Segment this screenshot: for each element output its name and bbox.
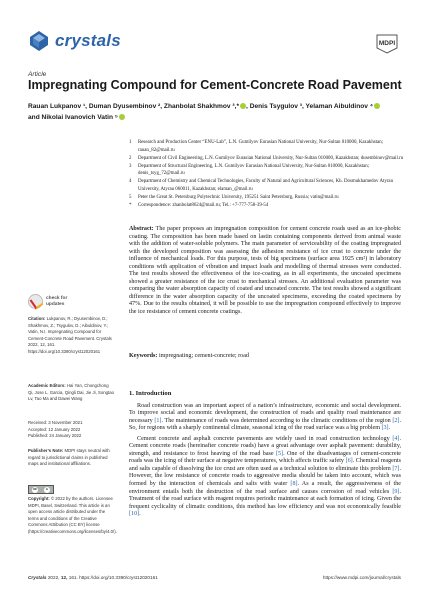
received-date: Received: 3 November 2021 [28, 420, 83, 425]
check-updates-line: check for [46, 296, 68, 302]
page-footer [28, 575, 401, 580]
accepted-date: Accepted: 12 January 2022 [28, 426, 81, 432]
affiliations [129, 139, 404, 210]
correspondence [129, 202, 404, 210]
editors-text: Hai Yan, Chongchong Qi, Jose L. Garcia, Qingli Dai, Jie Ji, Songtao Lv, Tao Ma and Dawei Wang [28, 383, 114, 402]
check-updates-label [46, 296, 67, 306]
abstract [129, 226, 401, 317]
page-title: Impregnating Compound for Cement-Concrete Road Pavement [28, 78, 402, 92]
crystals-logo-icon [28, 30, 50, 52]
check-for-updates-button[interactable] [28, 294, 67, 309]
authors-line-2: and Nikolai Ivanovich Vatin ⁵ [28, 114, 118, 122]
cc-by-license-icon[interactable] [28, 485, 54, 494]
copyright-label: Copyright: [28, 496, 50, 501]
affiliation-item [129, 155, 404, 163]
dates-block [28, 420, 114, 440]
affiliation-text: Research and Production Center “ENU-Lab”, L.N. Gumilyov Eurasian National University, Nur-Sultan 010000, Kazakhstan; rauan_82@mail.ru [138, 140, 384, 153]
abstract-label: Abstract: [129, 226, 154, 232]
citation-label: Citation: [28, 316, 46, 321]
affiliation-text: Department of Chemistry and Chemical Technologies, Faculty of Natural and Agricultural Sciences, Kh. Dosmukhamedov Atyrau University, Atyrau 060011, Kazakhstan; elaman_@mail.ru [138, 179, 394, 193]
check-updates-line: updates [46, 301, 65, 307]
publisher-note-label: Publisher’s Note: [28, 448, 64, 453]
citation-ref[interactable]: [10] [129, 511, 140, 518]
affiliation-text: Department of Civil Engineering, L.N. Gumilyov Eurasian National University, Nur-Sultan 010000, Kazakhstan; dusembinov@mail.ru [138, 155, 404, 161]
footer-year: 2022, [47, 575, 60, 580]
article-type: Article [28, 71, 47, 78]
editors-label: Academic Editors: [28, 383, 66, 388]
body-paragraph: Road construction was an important aspect of a nation’s infrastructure, economic and social development. To improve social and economic development, the construction of roads and quality road maintenance are necessary [1]. The maintenance of roads was determined according to the climatic conditions of the region [2]. So, for regions with a sharply continental climate, seasonal icing of the road surface was a big problem [3]. [129, 402, 401, 432]
affiliation-item [129, 163, 404, 179]
affiliation-text: Department of Structural Engineering, L.N. Gumilyov Eurasian National University, Nur-Sultan 010000, Kazakhstan; denis_tsyg_72@mail.ru [138, 163, 370, 177]
footer-citation [28, 575, 158, 580]
journal-name: crystals [55, 31, 121, 50]
footer-doi-link[interactable]: 161. https://doi.org/10.3390/cryst12020161 [68, 575, 158, 580]
journal-logo[interactable] [28, 30, 121, 52]
affiliation-number: * [129, 202, 132, 208]
body-paragraph: Cement concrete and asphalt concrete pavements are widely used in road construction technology [4]. Cement concrete roads (hereinafter concrete roads) have a great advantage over asphalt pavement: durability, strength, and resistance to frost heaving of the road base [5]. One of the disadvantages of cement-concrete roads was the icing of their surface at negative temperatures, which affects traffic safety [6]. Chemical reagents and salts capable of dissolving the ice crust are often used as a technical solution to eliminate this problem [7]. However, the low resistance of concrete roads to aggressive media should be taken into account, which was formed by the interaction of chemicals and salts with water [8]. As a result, the aggressiveness of the environment entails both the destruction of the road surface and causes corrosion of road vehicles [9]. Treatment of the road surface with reagent requires periodic maintenance at each formation of icing. Given the frequent cyclicality of climatic conditions, this method has low efficiency and was not economically feasible [10]. [129, 435, 402, 518]
citation-ref[interactable]: [4] [392, 435, 400, 442]
correspondence-text: Correspondence: zhanbolat8624@mail.ru; Tel.: +7-777-758-39-54 [138, 202, 269, 208]
footer-volume: 12, [60, 575, 68, 580]
affiliation-number: 3 [129, 163, 132, 169]
citation-ref[interactable]: [3] [381, 425, 389, 432]
affiliation-item [129, 139, 404, 155]
citation-ref[interactable]: [9] [392, 488, 400, 495]
publisher-note [28, 448, 114, 468]
affiliation-text: Peter the Great St. Petersburg Polytechnic University, 195251 Saint Petersburg, Russia; vatin@mail.ru [138, 194, 339, 200]
publisher-label: MDPI [378, 40, 396, 47]
citation-ref[interactable]: [7] [392, 465, 400, 472]
citation-ref[interactable]: [1] [154, 417, 162, 424]
orcid-icon[interactable] [374, 103, 380, 109]
orcid-icon[interactable] [119, 114, 125, 120]
footer-journal-url[interactable]: https://www.mdpi.com/journal/crystals [322, 575, 401, 580]
citation-ref[interactable]: [6] [345, 458, 353, 465]
keywords-label: Keywords: [129, 353, 158, 359]
section-introduction [129, 390, 401, 519]
license-block [28, 485, 117, 536]
affiliation-number: 5 [129, 194, 132, 200]
abstract-text: The paper proposes an impregnation composition for cement concrete roads used as an ice-phobic coating. The composition has been made based on lastin containing components derived from animal waste with the addition of water-soluble polymers. The main parameter of serviceability of the coating impregnated with the developed composition was assessing the adhesion resistance of ice crust to concrete under the influence of mechanical loads. For this purpose, tests of big specimens (surface area 1925 cm²) in laboratory conditions with application of vibration and impact loads and modelling of thermal stresses were conducted. The test results showed the effectiveness of the ice-coating, as in all experiments, the uncoated specimens showed a greater resistance of the ice crust to mechanical stresses. An additional evaluation parameter was comparing the water absorption capacity of coated and uncoated concrete. The test results showed a significant difference in the water absorption capacity of the uncoated specimens, exceeding the coated specimens by 47%. Due to the results obtained, it will be possible to use the impregnation compound effectively to improve the ice resistance of cement concrete coatings. [129, 226, 401, 316]
citation-ref[interactable]: [2] [392, 417, 400, 424]
section-heading: 1. Introduction [129, 390, 172, 397]
authors-line-1b: , Denis Tsygulov ³, Yelaman Aibuldinov ⁴ [246, 103, 374, 110]
by-icon: ● [44, 487, 50, 493]
citation-ref[interactable]: [8] [290, 481, 298, 488]
affiliation-item [129, 194, 404, 202]
footer-journal: Crystals [28, 575, 47, 580]
cc-icon: cc [33, 487, 37, 492]
affiliation-number: 4 [129, 179, 132, 185]
keywords [129, 353, 401, 361]
affiliation-item [129, 178, 404, 194]
mdpi-logo[interactable] [375, 34, 399, 54]
citation-text: Lukpanov, R.; Dyusembinov, D.; Shakhmov, Z.; Tsygulov, D.; Aibuldinov, Y.; Vatin, N.I. Impregnating Compound for Cement-Concrete Road Pavement. Crystals 2022, 12, 161. https://doi.org/10.3390/cryst12020161 [28, 316, 112, 354]
check-updates-icon [28, 294, 43, 309]
affiliation-number: 1 [129, 140, 132, 145]
publisher-note-text: MDPI stays neutral with regard to jurisdictional claims in published maps and institutional affiliations. [28, 448, 110, 467]
editors-block [28, 383, 114, 403]
authors-line-1: Rauan Lukpanov ¹, Duman Dyusembinov ², Zhanbolat Shakhmov ³,* [28, 103, 240, 110]
copyright-text: © 2022 by the authors. Licensee MDPI, Basel, Switzerland. This article is an open access article distributed under the terms and conditions of the Creative Commons Attribution (CC BY) license (https://creativecommons.org/licenses/by/4.0/). [28, 496, 117, 534]
keywords-text: impregnating; cement-concrete; road [158, 353, 249, 359]
affiliation-number: 2 [129, 155, 132, 161]
published-date: Published: 24 January 2022 [28, 433, 82, 439]
citation-block [28, 316, 114, 356]
author-list [28, 101, 398, 124]
citation-ref[interactable]: [5] [276, 450, 284, 457]
